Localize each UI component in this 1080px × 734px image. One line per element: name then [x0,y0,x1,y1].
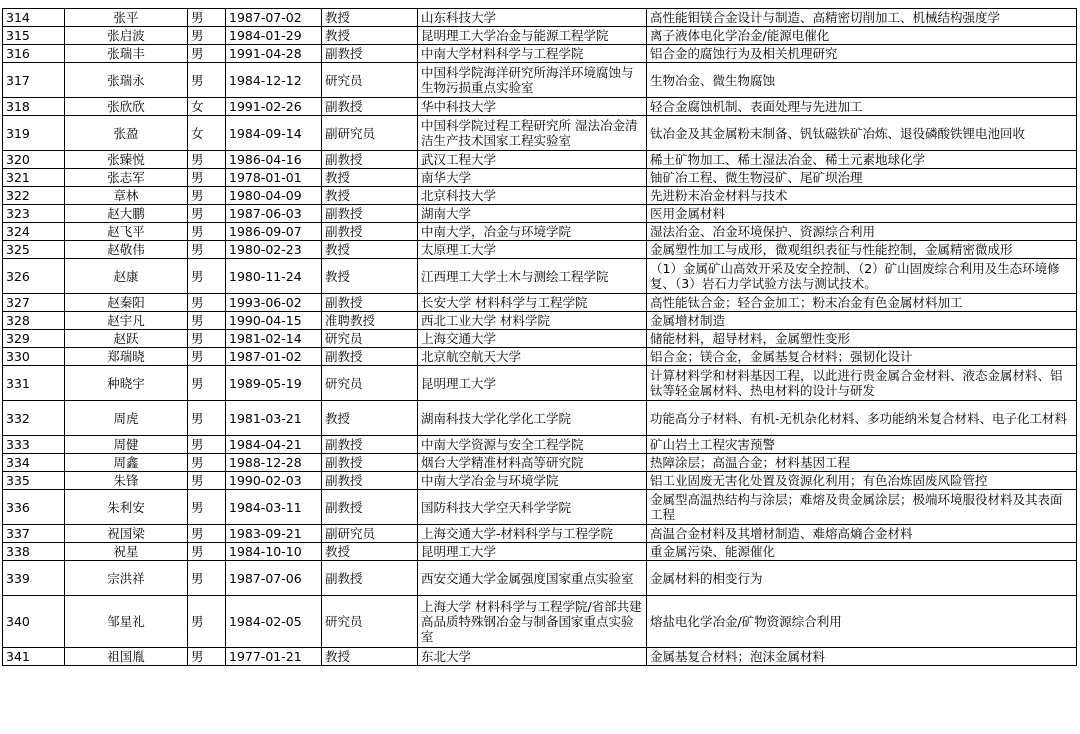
cell-number: 338 [3,543,65,561]
cell-number: 329 [3,330,65,348]
cell-title: 教授 [322,259,418,294]
cell-number: 331 [3,366,65,401]
cell-unit: 东北大学 [418,648,647,666]
cell-research-field: 铝工业固废无害化处置及资源化利用；有色冶炼固废风险管控 [647,472,1077,490]
table-row [3,543,1077,561]
cell-number: 336 [3,490,65,525]
cell-research-field: 铝合金；镁合金，金属基复合材料；强韧化设计 [647,348,1077,366]
cell-research-field: 离子液体电化学冶金/能源电催化 [647,27,1077,45]
cell-title: 副教授 [322,561,418,596]
cell-number: 335 [3,472,65,490]
cell-gender: 男 [188,330,226,348]
cell-number: 333 [3,436,65,454]
cell-unit: 中南大学材料科学与工程学院 [418,45,647,63]
cell-gender: 男 [188,312,226,330]
table-row [3,330,1077,348]
table-row [3,454,1077,472]
cell-research-field: 湿法冶金、冶金环境保护、资源综合利用 [647,223,1077,241]
cell-number: 334 [3,454,65,472]
cell-number: 332 [3,401,65,436]
cell-gender: 男 [188,259,226,294]
cell-title: 副研究员 [322,525,418,543]
table-row [3,27,1077,45]
table-row [3,312,1077,330]
table-row [3,490,1077,525]
cell-birth-date: 1984-01-29 [226,27,322,45]
table-row [3,525,1077,543]
cell-gender: 男 [188,543,226,561]
cell-title: 副教授 [322,472,418,490]
cell-name: 赵秦阳 [65,294,188,312]
cell-title: 副研究员 [322,116,418,151]
cell-birth-date: 1984-09-14 [226,116,322,151]
expert-list-table [2,8,1077,666]
cell-birth-date: 1987-01-02 [226,348,322,366]
cell-title: 副教授 [322,98,418,116]
cell-gender: 男 [188,561,226,596]
cell-gender: 男 [188,187,226,205]
cell-gender: 男 [188,454,226,472]
cell-name: 赵康 [65,259,188,294]
cell-birth-date: 1988-12-28 [226,454,322,472]
cell-name: 祝星 [65,543,188,561]
cell-unit: 中南大学资源与安全工程学院 [418,436,647,454]
cell-gender: 男 [188,525,226,543]
table-row [3,294,1077,312]
cell-unit: 昆明理工大学 [418,366,647,401]
cell-unit: 太原理工大学 [418,241,647,259]
cell-name: 张盈 [65,116,188,151]
cell-gender: 男 [188,348,226,366]
cell-title: 教授 [322,169,418,187]
cell-number: 324 [3,223,65,241]
table-row [3,205,1077,223]
cell-title: 副教授 [322,45,418,63]
cell-number: 320 [3,151,65,169]
cell-birth-date: 1984-02-05 [226,596,322,648]
table-row [3,187,1077,205]
cell-title: 教授 [322,648,418,666]
cell-research-field: 储能材料，超导材料，金属塑性变形 [647,330,1077,348]
table-row [3,472,1077,490]
cell-name: 章林 [65,187,188,205]
table-row [3,366,1077,401]
cell-name: 张欣欣 [65,98,188,116]
cell-gender: 男 [188,151,226,169]
cell-birth-date: 1978-01-01 [226,169,322,187]
cell-name: 祖国胤 [65,648,188,666]
cell-birth-date: 1983-09-21 [226,525,322,543]
cell-number: 314 [3,9,65,27]
cell-birth-date: 1980-02-23 [226,241,322,259]
cell-name: 赵飞平 [65,223,188,241]
cell-research-field: 重金属污染、能源催化 [647,543,1077,561]
cell-gender: 男 [188,27,226,45]
cell-gender: 男 [188,366,226,401]
cell-birth-date: 1984-12-12 [226,63,322,98]
cell-title: 副教授 [322,294,418,312]
cell-birth-date: 1990-04-15 [226,312,322,330]
cell-birth-date: 1981-02-14 [226,330,322,348]
cell-title: 研究员 [322,330,418,348]
cell-research-field: 金属型高温热结构与涂层；难熔及贵金属涂层；极端环境服役材料及其表面工程 [647,490,1077,525]
cell-name: 朱锋 [65,472,188,490]
cell-research-field: 高性能钼镁合金设计与制造、高精密切削加工、机械结构强度学 [647,9,1077,27]
cell-title: 教授 [322,9,418,27]
cell-research-field: 金属基复合材料；泡沫金属材料 [647,648,1077,666]
cell-number: 319 [3,116,65,151]
cell-title: 副教授 [322,348,418,366]
cell-gender: 男 [188,223,226,241]
cell-birth-date: 1987-07-02 [226,9,322,27]
cell-number: 341 [3,648,65,666]
cell-name: 周鑫 [65,454,188,472]
cell-research-field: 高温合金材料及其增材制造、难熔高熵合金材料 [647,525,1077,543]
cell-title: 副教授 [322,205,418,223]
cell-gender: 男 [188,169,226,187]
cell-gender: 男 [188,490,226,525]
cell-title: 研究员 [322,63,418,98]
table-body [3,9,1077,666]
table-row [3,561,1077,596]
cell-birth-date: 1991-02-26 [226,98,322,116]
cell-number: 339 [3,561,65,596]
cell-gender: 男 [188,45,226,63]
cell-name: 郑瑞晓 [65,348,188,366]
cell-research-field: 熔盐电化学冶金/矿物资源综合利用 [647,596,1077,648]
cell-research-field: 热障涂层；高温合金；材料基因工程 [647,454,1077,472]
cell-research-field: 先进粉末冶金材料与技术 [647,187,1077,205]
cell-birth-date: 1980-11-24 [226,259,322,294]
cell-number: 316 [3,45,65,63]
cell-gender: 男 [188,9,226,27]
cell-unit: 湖南科技大学化学化工学院 [418,401,647,436]
table-row [3,596,1077,648]
cell-birth-date: 1986-04-16 [226,151,322,169]
cell-unit: 西北工业大学 材料学院 [418,312,647,330]
cell-number: 326 [3,259,65,294]
cell-name: 周健 [65,436,188,454]
cell-research-field: 铀矿冶工程、微生物浸矿、尾矿坝治理 [647,169,1077,187]
cell-name: 张瑞永 [65,63,188,98]
cell-number: 322 [3,187,65,205]
cell-gender: 男 [188,401,226,436]
cell-number: 315 [3,27,65,45]
cell-unit: 华中科技大学 [418,98,647,116]
cell-gender: 女 [188,98,226,116]
cell-name: 祝国梁 [65,525,188,543]
cell-birth-date: 1991-04-28 [226,45,322,63]
cell-number: 328 [3,312,65,330]
cell-unit: 西安交通大学金属强度国家重点实验室 [418,561,647,596]
table-row [3,151,1077,169]
cell-research-field: 金属塑性加工与成形，微观组织表征与性能控制，金属精密微成形 [647,241,1077,259]
table-row [3,401,1077,436]
cell-birth-date: 1984-10-10 [226,543,322,561]
cell-gender: 男 [188,596,226,648]
cell-research-field: 金属增材制造 [647,312,1077,330]
cell-research-field: 稀土矿物加工、稀土湿法冶金、稀土元素地球化学 [647,151,1077,169]
cell-gender: 男 [188,436,226,454]
cell-unit: 上海大学 材料科学与工程学院/省部共建高品质特殊钢冶金与制备国家重点实验室 [418,596,647,648]
table-row [3,63,1077,98]
cell-birth-date: 1986-09-07 [226,223,322,241]
cell-title: 副教授 [322,490,418,525]
cell-research-field: 医用金属材料 [647,205,1077,223]
cell-name: 邹星礼 [65,596,188,648]
cell-name: 宗洪祥 [65,561,188,596]
cell-number: 323 [3,205,65,223]
table-row [3,45,1077,63]
cell-birth-date: 1984-04-21 [226,436,322,454]
cell-unit: 上海交通大学-材料科学与工程学院 [418,525,647,543]
cell-birth-date: 1989-05-19 [226,366,322,401]
cell-research-field: 高性能钛合金；轻合金加工；粉末冶金有色金属材料加工 [647,294,1077,312]
cell-unit: 长安大学 材料科学与工程学院 [418,294,647,312]
cell-unit: 南华大学 [418,169,647,187]
cell-unit: 中国科学院过程工程研究所 湿法冶金清洁生产技术国家工程实验室 [418,116,647,151]
cell-gender: 女 [188,116,226,151]
cell-unit: 武汉工程大学 [418,151,647,169]
cell-title: 副教授 [322,436,418,454]
cell-title: 教授 [322,27,418,45]
table-row [3,116,1077,151]
cell-research-field: （1）金属矿山高效开采及安全控制、（2）矿山固废综合利用及生态环境修复、（3）岩石力学试验方法与测试技术。 [647,259,1077,294]
table-row [3,223,1077,241]
cell-name: 赵宇凡 [65,312,188,330]
cell-birth-date: 1987-06-03 [226,205,322,223]
table-row [3,436,1077,454]
cell-birth-date: 1990-02-03 [226,472,322,490]
cell-name: 赵跃 [65,330,188,348]
cell-research-field: 金属材料的相变行为 [647,561,1077,596]
table-row [3,98,1077,116]
cell-name: 种晓宇 [65,366,188,401]
cell-title: 准聘教授 [322,312,418,330]
cell-name: 张启波 [65,27,188,45]
cell-research-field: 轻合金腐蚀机制、表面处理与先进加工 [647,98,1077,116]
cell-gender: 男 [188,63,226,98]
cell-unit: 中南大学，冶金与环境学院 [418,223,647,241]
cell-number: 317 [3,63,65,98]
cell-gender: 男 [188,294,226,312]
cell-title: 教授 [322,241,418,259]
cell-title: 副教授 [322,223,418,241]
cell-title: 副教授 [322,151,418,169]
cell-title: 教授 [322,187,418,205]
cell-research-field: 铝合金的腐蚀行为及相关机理研究 [647,45,1077,63]
table-row [3,348,1077,366]
cell-research-field: 矿山岩土工程灾害预警 [647,436,1077,454]
cell-research-field: 功能高分子材料、有机-无机杂化材料、多功能纳米复合材料、电子化工材料 [647,401,1077,436]
cell-name: 赵大鹏 [65,205,188,223]
cell-number: 330 [3,348,65,366]
cell-unit: 北京航空航天大学 [418,348,647,366]
cell-name: 朱利安 [65,490,188,525]
cell-unit: 国防科技大学空天科学学院 [418,490,647,525]
table-row [3,9,1077,27]
table-row [3,648,1077,666]
table-row [3,241,1077,259]
cell-unit: 昆明理工大学冶金与能源工程学院 [418,27,647,45]
cell-name: 张臻悦 [65,151,188,169]
table-row [3,259,1077,294]
cell-name: 周虎 [65,401,188,436]
cell-title: 研究员 [322,596,418,648]
cell-number: 337 [3,525,65,543]
cell-unit: 上海交通大学 [418,330,647,348]
cell-name: 张志军 [65,169,188,187]
cell-research-field: 计算材料学和材料基因工程，以此进行贵金属合金材料、液态金属材料、铝钛等轻金属材料、热电材料的设计与研发 [647,366,1077,401]
cell-birth-date: 1984-03-11 [226,490,322,525]
cell-name: 张平 [65,9,188,27]
cell-number: 321 [3,169,65,187]
cell-number: 318 [3,98,65,116]
cell-unit: 山东科技大学 [418,9,647,27]
cell-birth-date: 1977-01-21 [226,648,322,666]
cell-number: 340 [3,596,65,648]
cell-name: 张瑞丰 [65,45,188,63]
cell-unit: 昆明理工大学 [418,543,647,561]
cell-number: 325 [3,241,65,259]
cell-title: 副教授 [322,454,418,472]
cell-unit: 北京科技大学 [418,187,647,205]
cell-research-field: 钛冶金及其金属粉末制备、钒钛磁铁矿冶炼、退役磷酸铁锂电池回收 [647,116,1077,151]
cell-unit: 湖南大学 [418,205,647,223]
cell-birth-date: 1981-03-21 [226,401,322,436]
cell-title: 教授 [322,401,418,436]
cell-birth-date: 1987-07-06 [226,561,322,596]
cell-title: 研究员 [322,366,418,401]
cell-gender: 男 [188,205,226,223]
table-row [3,169,1077,187]
cell-name: 赵敬伟 [65,241,188,259]
cell-birth-date: 1993-06-02 [226,294,322,312]
cell-unit: 中国科学院海洋研究所海洋环境腐蚀与生物污损重点实验室 [418,63,647,98]
cell-unit: 烟台大学精准材料高等研究院 [418,454,647,472]
cell-unit: 江西理工大学土木与测绘工程学院 [418,259,647,294]
cell-unit: 中南大学冶金与环境学院 [418,472,647,490]
cell-number: 327 [3,294,65,312]
cell-gender: 男 [188,648,226,666]
cell-gender: 男 [188,241,226,259]
cell-birth-date: 1980-04-09 [226,187,322,205]
cell-research-field: 生物冶金、微生物腐蚀 [647,63,1077,98]
cell-gender: 男 [188,472,226,490]
cell-title: 教授 [322,543,418,561]
